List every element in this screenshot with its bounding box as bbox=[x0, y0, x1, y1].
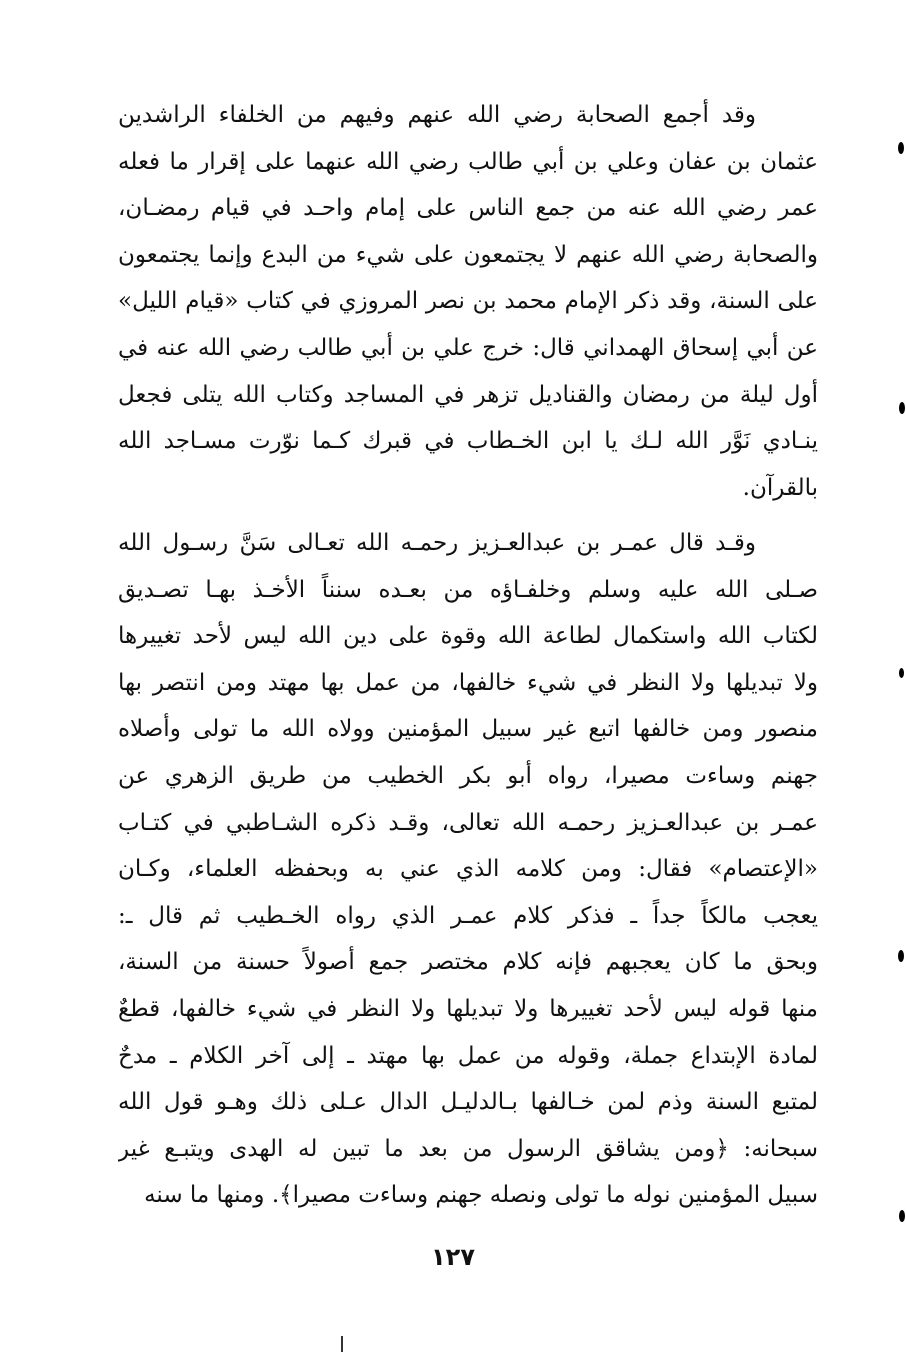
text-line: سبيل المؤمنين نوله ما تولى ونصله جهنم وساءت مصيرا﴾. ومنها ما سنه bbox=[144, 1182, 818, 1209]
text-line: والصحابة رضي الله عنهم لا يجتمعون على شيء من البدع وإنما يجتمعون bbox=[118, 241, 818, 268]
binding-hole-mark bbox=[899, 402, 905, 414]
binding-hole-mark bbox=[898, 950, 904, 962]
text-line: لمادة الإبتداع جملة، وقوله من عمل بها مهتد ـ إلى آخر الكلام ـ مدحٌ bbox=[118, 1042, 818, 1069]
page-number: ١٢٧ bbox=[431, 1243, 475, 1271]
text-line: بالقرآن. bbox=[742, 474, 818, 501]
text-line: منصور ومن خالفها اتبع غير سبيل المؤمنين وولاه الله ما تولى وأصلاه bbox=[118, 716, 818, 743]
text-line: أول ليلة من رمضان والقناديل تزهر في المساجد وكتاب الله يتلى فجعل bbox=[118, 381, 818, 408]
text-line: وقـد قال عمـر بن عبدالعـزيز رحمـه الله تعـالى سَنَّ رسـول الله bbox=[118, 530, 756, 556]
text-line: عمـر بن عبدالعـزيز رحمـه الله تعالى، وقـد ذكره الشـاطبي في كتـاب bbox=[118, 809, 818, 836]
text-line: وبحق ما كان يعجبهم فإنه كلام مختصر جمع أصولاً حسنة من السنة، bbox=[118, 949, 818, 976]
text-line: عن أبي إسحاق الهمداني قال: خرج علي بن أبي طالب رضي الله عنه في bbox=[118, 334, 818, 361]
text-line: وقد أجمع الصحابة رضي الله عنهم وفيهم من الخلفاء الراشدين bbox=[118, 102, 756, 128]
text-line: صـلى الله عليه وسلم وخلفـاؤه من بعـده سنناً الأخـذ بهـا تصـديق bbox=[118, 576, 818, 603]
paragraph-1 bbox=[118, 92, 818, 511]
text-line: عثمان بن عفان وعلي بن أبي طالب رضي الله عنهما على إقرار ما فعله bbox=[118, 148, 818, 175]
binding-hole-mark bbox=[899, 668, 904, 678]
text-line: «الإعتصام» فقال: ومن كلامه الذي عني به وبحفظه العلماء، وكـان bbox=[118, 856, 818, 883]
binding-hole-mark bbox=[899, 1210, 905, 1222]
text-line: جهنم وساءت مصيرا، رواه أبو بكر الخطيب من طريق الزهري عن bbox=[118, 762, 818, 789]
scan-artifact bbox=[341, 1336, 343, 1352]
text-line: على السنة، وقد ذكر الإمام محمد بن نصر المروزي في كتاب «قيام الليل» bbox=[118, 288, 818, 315]
text-line: لمتبع السنة وذم لمن خـالفها بـالدليـل الدال عـلى ذلك وهـو قول الله bbox=[118, 1089, 818, 1116]
text-line: سبحانه: ﴿ومن يشاقق الرسول من بعد ما تبين له الهدى ويتبـع غير bbox=[118, 1135, 818, 1162]
text-line: عمر رضي الله عنه من جمع الناس على إمام واحـد في قيام رمضـان، bbox=[118, 195, 818, 222]
text-line: ينـادي نَوَّر الله لـك يا ابن الخـطاب في قبرك كـما نوّرت مسـاجد الله bbox=[118, 428, 818, 455]
text-line: يعجب مالكاً جداً ـ فذكر كلام عمـر الذي رواه الخـطيب ثم قال ـ: bbox=[118, 902, 818, 929]
text-line: ولا تبديلها ولا النظر في شيء خالفها، من عمل بها مهتد ومن انتصر بها bbox=[118, 669, 818, 696]
paragraph-2 bbox=[118, 520, 818, 1219]
text-line: لكتاب الله واستكمال لطاعة الله وقوة على دين الله ليس لأحد تغييرها bbox=[118, 623, 818, 650]
text-line: منها قوله ليس لأحد تغييرها ولا تبديلها ولا النظر في شيء خالفها، قطعٌ bbox=[118, 995, 818, 1022]
binding-hole-mark bbox=[898, 142, 904, 154]
